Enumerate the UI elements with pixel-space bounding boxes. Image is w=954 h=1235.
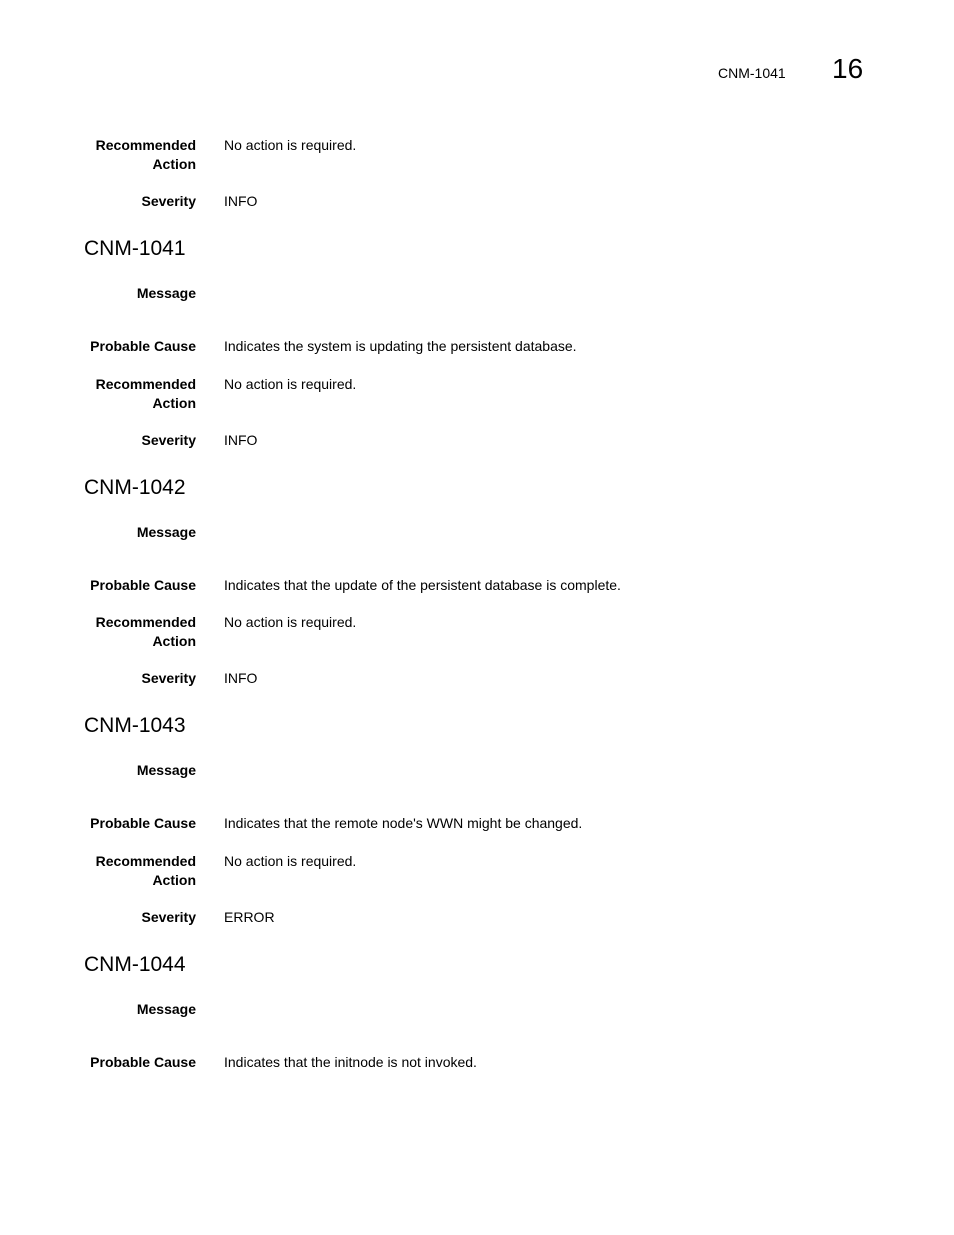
message-label: Message xyxy=(136,762,196,778)
message-label: Message xyxy=(136,1001,196,1017)
severity-value: INFO xyxy=(224,432,258,448)
recommended-action-label: Recommended Action xyxy=(95,137,196,172)
recommended-action-value: No action is required. xyxy=(224,853,357,869)
header-entry-id: CNM-1041 xyxy=(718,65,786,81)
recommended-action-label: Recommended Action xyxy=(95,853,196,888)
severity-value: INFO xyxy=(224,193,258,209)
severity-label: Severity xyxy=(141,909,196,925)
recommended-action-value: No action is required. xyxy=(224,376,357,392)
severity-value: ERROR xyxy=(224,909,275,925)
entry-title: CNM-1043 xyxy=(84,714,186,737)
probable-cause-value: Indicates that the update of the persistent database is complete. xyxy=(224,577,621,593)
message-label: Message xyxy=(136,285,196,301)
recommended-action-value: No action is required. xyxy=(224,137,357,153)
chapter-number: 16 xyxy=(832,53,864,84)
probable-cause-label: Probable Cause xyxy=(90,577,196,593)
severity-label: Severity xyxy=(141,193,196,209)
probable-cause-value: Indicates the system is updating the persistent database. xyxy=(224,338,577,354)
probable-cause-label: Probable Cause xyxy=(90,815,196,831)
probable-cause-label: Probable Cause xyxy=(90,338,196,354)
entry-title: CNM-1042 xyxy=(84,476,186,499)
recommended-action-label: Recommended Action xyxy=(95,614,196,649)
entry-title: CNM-1044 xyxy=(84,953,186,976)
probable-cause-value: Indicates that the remote node's WWN might be changed. xyxy=(224,815,583,831)
severity-label: Severity xyxy=(141,432,196,448)
severity-label: Severity xyxy=(141,670,196,686)
recommended-action-label: Recommended Action xyxy=(95,376,196,411)
probable-cause-label: Probable Cause xyxy=(90,1054,196,1070)
recommended-action-value: No action is required. xyxy=(224,614,357,630)
entry-title: CNM-1041 xyxy=(84,237,186,260)
probable-cause-value: Indicates that the initnode is not invoked. xyxy=(224,1054,477,1070)
message-label: Message xyxy=(136,524,196,540)
severity-value: INFO xyxy=(224,670,258,686)
